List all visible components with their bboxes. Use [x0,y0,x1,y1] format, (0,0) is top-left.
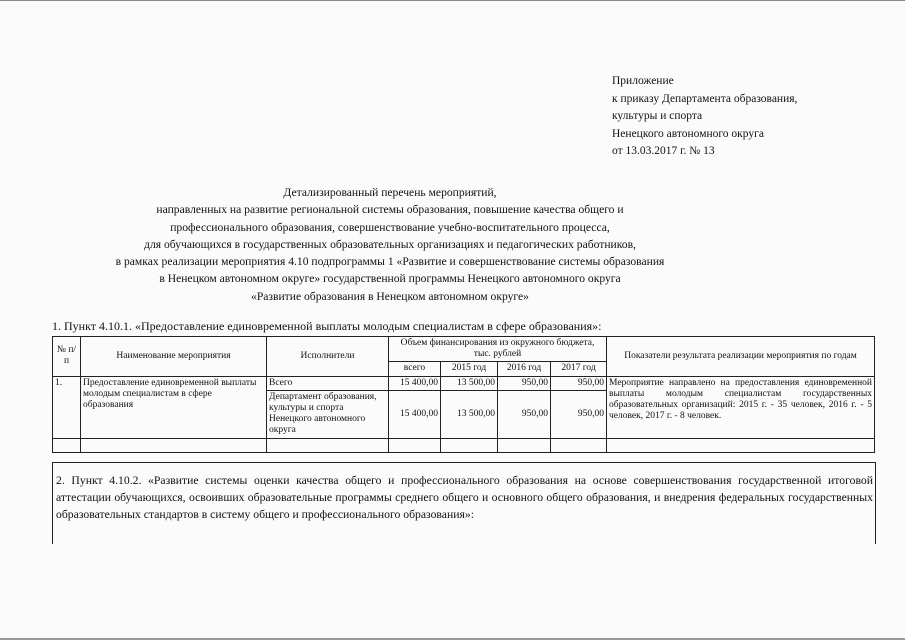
title-line: в Ненецком автономном округе» государственной программы Ненецкого автономного округа [159,272,621,286]
section-2-box [52,462,876,523]
cell-2016: 950,00 [498,376,551,390]
appendix-line: Приложение [612,75,674,87]
title-line: Детализированный перечень мероприятий, [283,186,497,199]
header-executors: Исполнители [267,337,389,377]
header-total: всего [389,362,441,376]
section-1-heading: 1. Пункт 4.10.1. «Предоставление единовременной выплаты молодым специалистам в сфере образования»: [52,319,602,333]
scan-top-edge [0,0,905,1]
cell-total: 15 400,00 [389,390,441,438]
document-title [100,184,680,305]
section-2-left-border [52,522,53,544]
row-name: Предоставление единовременной выплаты молодым специалистам в сфере образования [81,376,267,438]
header-2016: 2016 год [498,362,551,376]
title-line: профессионального образования, совершенствование учебно-воспитательного процесса, [170,220,610,234]
section-2-heading: 2. Пункт 4.10.2. «Развитие системы оценки качества общего и профессионального образования на основе совершенствования государственной итоговой аттестации обучающихся, освоивших образовательные программы среднего общего и основного общего образования, и внедрения федеральных государственных образовательных стандартов в систему общего и профессионального образования»: [56,474,873,521]
header-2015: 2015 год [441,362,498,376]
header-number: № п/п [53,337,81,377]
executor-all: Всего [267,376,389,390]
title-line: в рамках реализации мероприятия 4.10 подпрограммы 1 «Развитие и совершенствование системы образования [115,255,665,269]
title-line: «Развитие образования в Ненецком автономном округе» [251,289,529,303]
appendix-line: от 13.03.2017 г. № 13 [612,145,715,158]
title-line: направленных на развитие региональной системы образования, повышение качества общего и [156,203,624,217]
header-results: Показатели результата реализации мероприятия по годам [607,337,875,377]
cell-total: 15 400,00 [389,376,441,390]
appendix-line: Ненецкого автономного округа [612,127,764,140]
header-2017: 2017 год [551,362,607,376]
executor-department: Департамент образования, культуры и спорта Ненецкого автономного округа [267,390,389,438]
row-number: 1. [53,376,81,438]
section-2-right-border [875,522,876,544]
appendix-line: культуры и спорта [612,110,703,123]
header-funding: Объем финансирования из окружного бюджета, тыс. рублей [389,337,607,362]
cell-2017: 950,00 [551,376,607,390]
appendix-line: к приказу Департамента образования, [612,92,798,105]
cell-2015: 13 500,00 [441,376,498,390]
appendix-block [612,73,797,161]
cell-2016: 950,00 [498,390,551,438]
cell-2015: 13 500,00 [441,390,498,438]
row-result: Мероприятие направлено на предоставления единовременной выплаты молодым специалистам государственных образовательных организаций: 2015 г. - 35 человек, 2016 г. - 5 человек, 2017 г. - 8 человек. [607,376,875,438]
empty-row [53,438,875,452]
header-name: Наименование мероприятия [81,337,267,377]
cell-2017: 950,00 [551,390,607,438]
measures-table [52,336,875,453]
title-line: для обучающихся в государственных образовательных организациях и педагогических работников, [144,237,636,251]
